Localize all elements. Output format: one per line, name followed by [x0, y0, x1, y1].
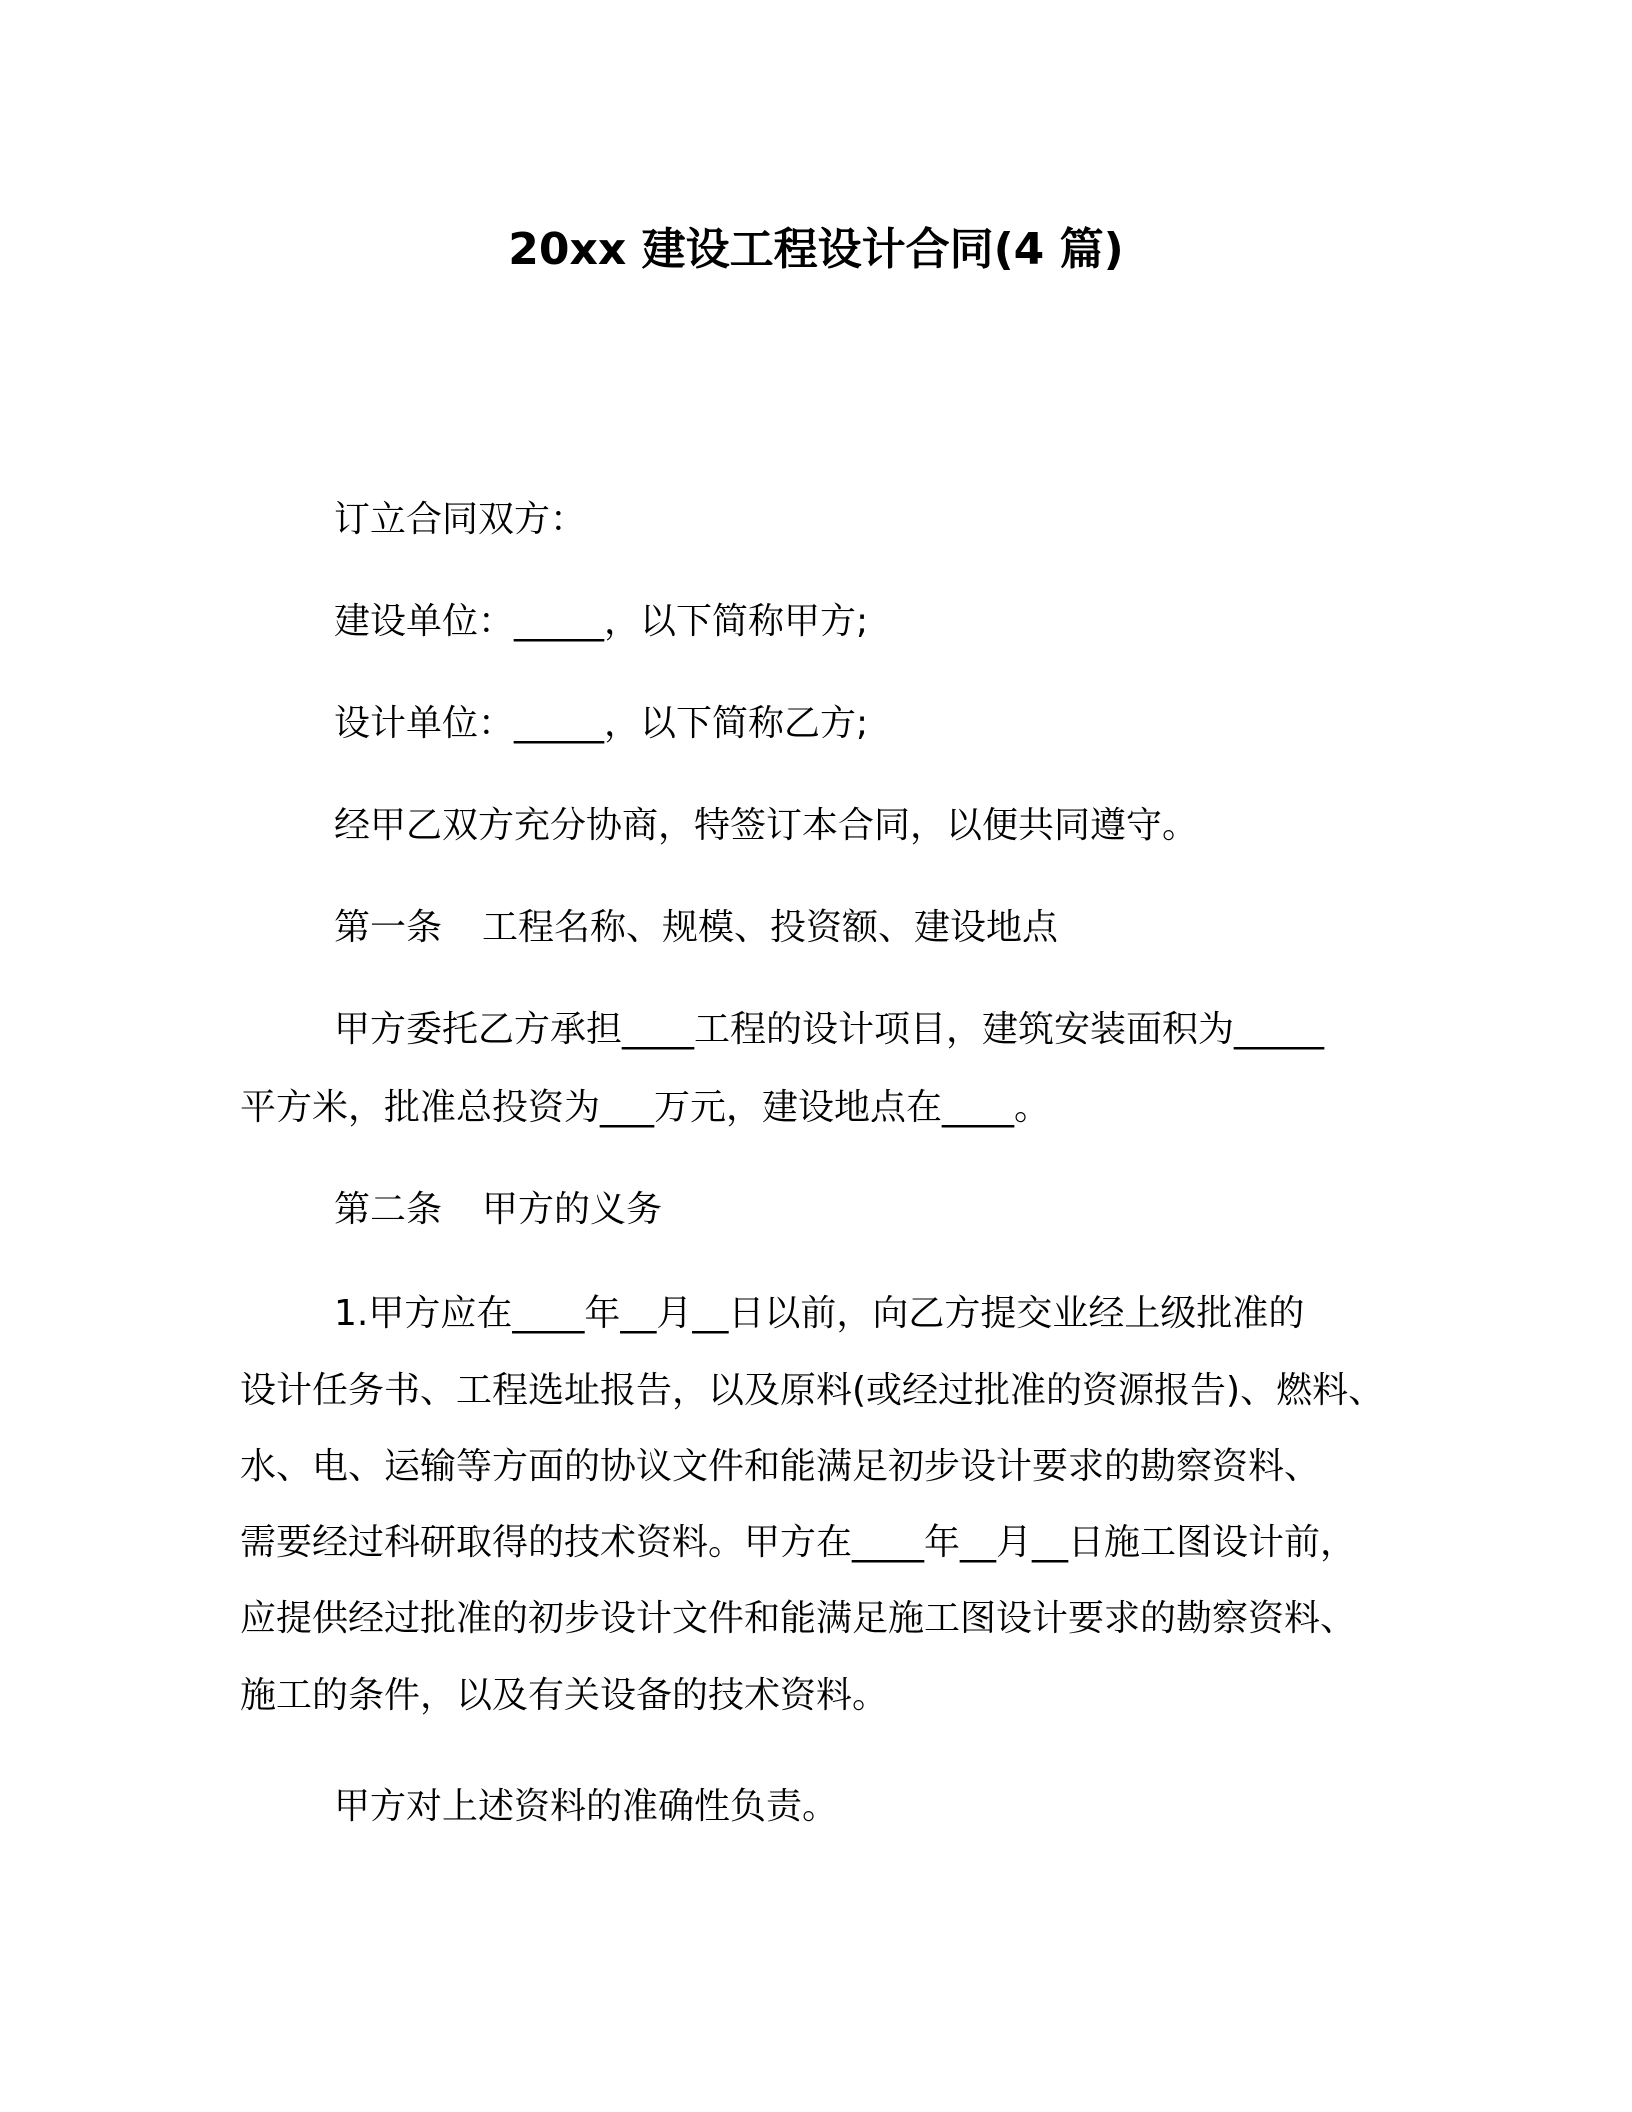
article-1-number: 第一条	[334, 907, 443, 948]
article-1-title: 工程名称、规模、投资额、建设地点	[482, 907, 1059, 948]
clause-1-line-6: 施工的条件，以及有关设备的技术资料。	[240, 1675, 889, 1716]
party-b-line: 设计单位：_____，以下简称乙方;	[334, 703, 869, 744]
article-1-heading	[334, 904, 1058, 952]
article-2-number: 第二条	[334, 1189, 443, 1230]
clause-1-line-3: 水、电、运输等方面的协议文件和能满足初步设计要求的勘察资料、	[240, 1446, 1321, 1487]
article-1-text-line-2: 平方米，批准总投资为___万元，建设地点在____。	[240, 1087, 1051, 1128]
responsibility-line: 甲方对上述资料的准确性负责。	[334, 1786, 839, 1827]
clause-1-line-2: 设计任务书、工程选址报告，以及原料(或经过批准的资源报告)、燃料、	[240, 1370, 1385, 1411]
clause-1-line-4: 需要经过科研取得的技术资料。甲方在____年__月__日施工图设计前，	[240, 1522, 1357, 1563]
party-a-line: 建设单位：_____，以下简称甲方;	[334, 601, 869, 642]
article-2-title: 甲方的义务	[482, 1189, 663, 1230]
agreement-line: 经甲乙双方充分协商，特签订本合同，以便共同遵守。	[334, 805, 1199, 846]
clause-1-line-5: 应提供经过批准的初步设计文件和能满足施工图设计要求的勘察资料、	[240, 1598, 1357, 1639]
document-title: 20xx 建设工程设计合同(4 篇)	[508, 224, 1124, 275]
clause-1-line-1: 1.甲方应在____年__月__日以前，向乙方提交业经上级批准的	[334, 1293, 1305, 1334]
article-1-text-line-1: 甲方委托乙方承担____工程的设计项目，建筑安装面积为_____	[334, 1009, 1325, 1050]
parties-intro: 订立合同双方：	[334, 499, 587, 540]
article-2-heading	[334, 1186, 662, 1234]
